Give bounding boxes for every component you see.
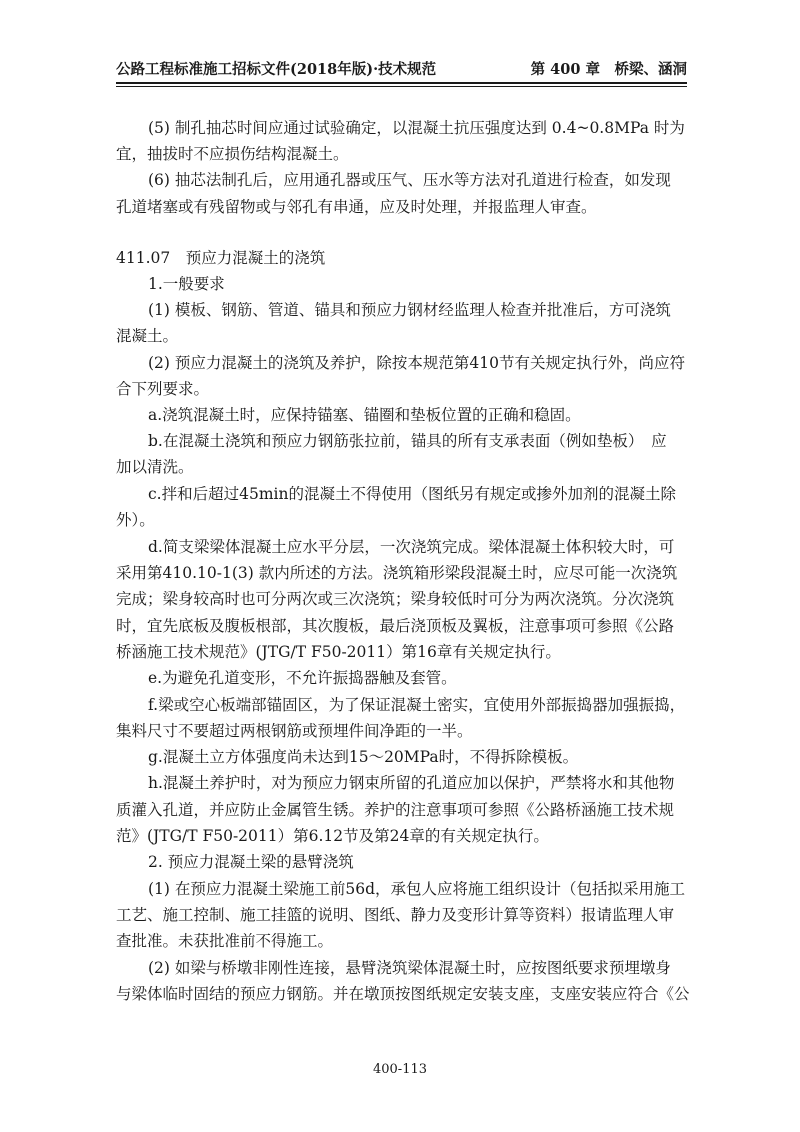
page-header	[116, 58, 687, 80]
header-chapter-title: 第 400 章 桥梁、涵洞	[530, 61, 687, 78]
body-line: 加以清洗。	[116, 458, 194, 476]
header-document-title: 公路工程标准施工招标文件(2018年版)·技术规范	[116, 61, 437, 78]
body-line: 外）。	[116, 511, 155, 529]
body-line: e.为避免孔道变形，不允许振捣器触及套管。	[148, 669, 457, 687]
body-line: c.拌和后超过45min的混凝土不得使用（图纸另有规定或掺外加剂的混凝土除	[148, 485, 676, 503]
body-line: (1) 模板、钢筋、管道、锚具和预应力钢材经监理人检查并批准后，方可浇筑	[148, 301, 671, 319]
body-line: 查批准。未获批准前不得施工。	[116, 932, 334, 950]
body-line: 时，宜先底板及腹板根部，其次腹板，最后浇顶板及翼板，注意事项可参照《公路	[116, 617, 675, 635]
body-line: b.在混凝土浇筑和预应力钢筋张拉前，锚具的所有支承表面（例如垫板） 应	[148, 432, 667, 450]
section-heading: 411.07 预应力混凝土的浇筑	[116, 249, 326, 267]
body-line: 与梁体临时固结的预应力钢筋。并在墩顶按图纸规定安装支座，支座安装应符合《公	[116, 985, 690, 1003]
header-rule-thin	[116, 86, 687, 87]
header-rule	[116, 82, 687, 84]
body-line: 孔道堵塞或有残留物或与邻孔有串通，应及时处理，并报监理人审查。	[116, 198, 597, 216]
body-line: 质灌入孔道，并应防止金属管生锈。养护的注意事项可参照《公路桥涵施工技术规	[116, 801, 675, 819]
subsection-heading: 1.一般要求	[148, 275, 225, 293]
body-line: 合下列要求。	[116, 380, 210, 398]
body-line: 范》(JTG/T F50-2011）第6.12节及第24章的有关规定执行。	[116, 827, 549, 845]
body-line: 桥涵施工技术规范》(JTG/T F50-2011）第16章有关规定执行。	[116, 643, 561, 661]
body-line: 工艺、施工控制、施工挂篮的说明、图纸、静力及变形计算等资料）报请监理人审	[116, 906, 675, 924]
body-line: (2) 预应力混凝土的浇筑及养护，除按本规范第410节有关规定执行外，尚应符	[148, 354, 685, 372]
body-line: 采用第410.10-1(3) 款内所述的方法。浇筑箱形梁段混凝土时，应尽可能一次浇筑	[116, 564, 678, 582]
body-line: d.简支梁梁体混凝土应水平分层，一次浇筑完成。梁体混凝土体积较大时，可	[148, 538, 675, 556]
body-line: 宜，抽拔时不应损伤结构混凝土。	[116, 145, 349, 163]
body-line: 完成；梁身较高时也可分两次或三次浇筑；梁身较低时可分为两次浇筑。分次浇筑	[116, 590, 675, 608]
body-line: (2) 如梁与桥墩非刚性连接，悬臂浇筑梁体混凝土时，应按图纸要求预埋墩身	[148, 959, 671, 977]
body-line: a.浇筑混凝土时，应保持锚塞、锚圈和垫板位置的正确和稳固。	[148, 406, 581, 424]
subsection-heading: 2. 预应力混凝土梁的悬臂浇筑	[148, 853, 354, 871]
body-line: f.梁或空心板端部锚固区，为了保证混凝土密实，宜使用外部振捣器加强振捣，	[148, 696, 686, 714]
body-line: 混凝土。	[116, 327, 179, 345]
body-line: (6) 抽芯法制孔后，应用通孔器或压气、压水等方法对孔道进行检查，如发现	[148, 171, 671, 189]
body-line: h.混凝土养护时，对为预应力钢束所留的孔道应加以保护，严禁将水和其他物	[148, 774, 675, 792]
body-line: (1) 在预应力混凝土梁施工前56d，承包人应将施工组织设计（包括拟采用施工	[148, 880, 686, 898]
page-number: 400-113	[372, 1062, 428, 1077]
body-line: (5) 制孔抽芯时间应通过试验确定，以混凝土抗压强度达到 0.4~0.8MPa 时为	[148, 119, 685, 137]
body-line: g.混凝土立方体强度尚未达到15～20MPa时，不得拆除模板。	[148, 748, 579, 766]
body-line: 集料尺寸不要超过两根钢筋或预埋件间净距的一半。	[116, 722, 473, 740]
